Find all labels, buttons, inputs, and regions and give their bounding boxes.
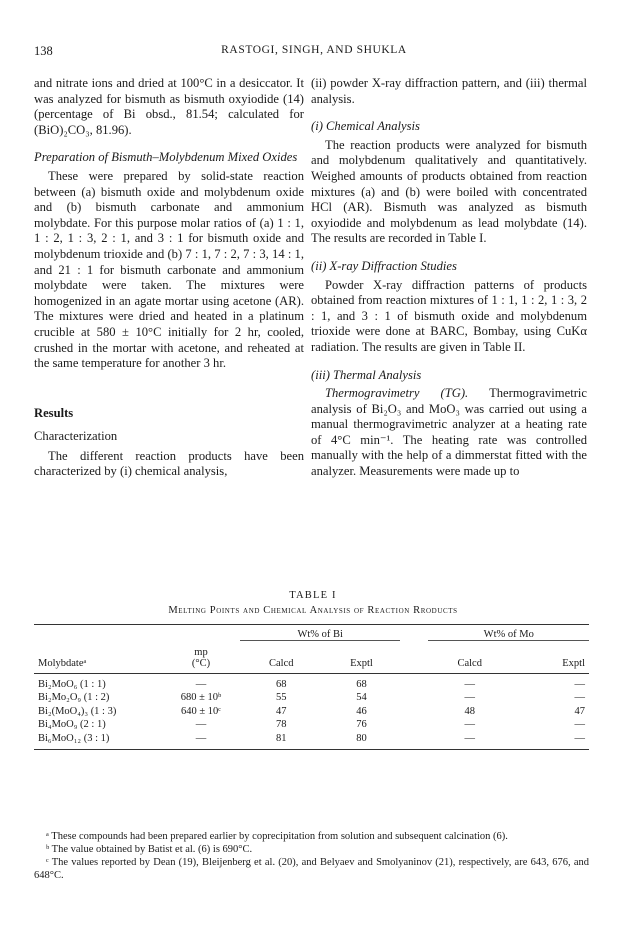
group-header-mo: Wt% of Mo: [428, 625, 589, 641]
cell-bi-exptl: 68: [356, 678, 367, 690]
footnote-a: ᵃ These compounds had been prepared earlier by coprecipitation from solution and subsequent calcination (6).: [46, 831, 508, 842]
cell-bi-exptl: 76: [356, 719, 367, 730]
col-header-exptl-bi: Exptl: [350, 657, 373, 669]
cell-bi-exptl: 46: [356, 705, 367, 717]
cell-mo-exptl: —: [574, 678, 585, 690]
tg-lead: Thermogravimetry (TG).: [325, 386, 469, 401]
cell-bi-calcd: 78: [275, 719, 287, 730]
paragraph-left-3: The different reaction products have been characterized by (i) chemical analysis,: [34, 448, 304, 479]
tg-text: Thermogravimetric analysis of Bi₂O₃ and MoO₃ was carried out using a manual thermogravimetric analyzer at a heating rate of 4°C min⁻¹. The heating rate was controlled manually with the help of a dimmerstat fitted with the analyzer. Measurements were made up to: [311, 386, 587, 479]
paragraph-right-1: (ii) powder X-ray diffraction pattern, and (iii) thermal analysis.: [311, 76, 587, 106]
cell-molybdate: Bi₂MoO₆ (1 : 1): [38, 678, 106, 690]
cell-mo-exptl: —: [574, 692, 585, 703]
cell-mo-calcd: —: [464, 719, 475, 730]
cell-mp: —: [195, 719, 207, 730]
table-header-row-2: [34, 641, 589, 658]
table-title: Melting Points and Chemical Analysis of Reaction Rroducts: [168, 605, 458, 616]
cell-bi-calcd: 68: [275, 678, 287, 690]
running-title: RASTOGI, SINGH, AND SHUKLA: [221, 44, 407, 56]
subheading-chemical-analysis: (i) Chemical Analysis: [311, 119, 420, 134]
spacer: [34, 372, 304, 398]
col-header-molybdate: Molybdateᵃ: [38, 657, 87, 669]
table-footnotes: [34, 830, 589, 882]
cell-mo-calcd: 48: [464, 705, 475, 717]
cell-bi-exptl: 54: [356, 692, 367, 703]
cell-mo-calcd: —: [464, 732, 475, 744]
col-header-exptl-mo: Exptl: [562, 657, 585, 669]
page-number: 138: [34, 44, 53, 58]
cell-mo-exptl: —: [574, 719, 585, 730]
paragraph-right-3: Powder X-ray diffraction patterns of products obtained from reaction mixtures of 1 : 1, 1 : 2, 1 : 3, 2 : 1, and 3 : 1 of bismuth oxide and molybdenum trioxide were done at BARC, Bombay, using CuKα radiation. The results are given in Table II.: [311, 277, 587, 354]
table-row: [34, 673, 589, 691]
data-table: [34, 624, 589, 750]
subheading-thermal: (iii) Thermal Analysis: [311, 367, 422, 382]
cell-mp: 640 ± 10ᶜ: [181, 705, 221, 717]
group-header-bi: Wt% of Bi: [240, 625, 400, 641]
table-header-row-3: [34, 658, 589, 674]
table-row: [34, 732, 589, 750]
cell-mo-exptl: 47: [574, 705, 585, 717]
cell-mp: 680 ± 10ᵇ: [180, 692, 222, 703]
cell-bi-exptl: 80: [356, 732, 367, 744]
cell-molybdate: Bi₂Mo₂O₉ (1 : 2): [38, 692, 110, 703]
cell-mo-exptl: —: [574, 732, 585, 744]
footnote-c: ᶜ The values reported by Dean (19), Bleijenberg et al. (20), and Belyaev and Smolyaninov (21), respectively, are 643, 676, and 648°C.: [34, 857, 589, 881]
left-column: [34, 76, 304, 480]
cell-molybdate: Bi₄MoO₉ (2 : 1): [38, 719, 106, 730]
table-row: [34, 718, 589, 732]
footnote-b: ᵇ The value obtained by Batist et al. (6) is 690°C.: [46, 844, 253, 855]
cell-mo-calcd: —: [464, 678, 475, 690]
paragraph-right-4: [311, 386, 587, 480]
cell-bi-calcd: 81: [275, 732, 287, 744]
cell-molybdate: Bi₆MoO₁₂ (3 : 1): [38, 732, 110, 744]
cell-bi-calcd: 47: [275, 705, 287, 717]
running-header: [34, 44, 594, 60]
table-row: [34, 691, 589, 705]
results-heading: Results: [34, 405, 74, 420]
cell-mo-calcd: —: [464, 692, 475, 703]
cell-bi-calcd: 55: [275, 692, 287, 703]
paragraph-left-2: These were prepared by solid-state reaction between (a) bismuth oxide and molybdenum oxide and (b) bismuth carbonate and ammonium molybdate. For this purpose molar ratios of (a) 1 : 1, 1 : 2, 1 : 3, 2 : 1, and 3 : 1 for bismuth oxide and molybdenum trioxide and (b) 7 : 1, 7 : 2, 7 : 3, 14 : 1, and 21 : 1 for bismuth carbonate and ammonium molybdate were taken. The mixtures were homogenized in an agate mortar using acetone (AR). The mixtures were dried and heated in a platinum crucible at 580 ± 10°C initially for 2 hr, cooled, crushed in the mortar with acetone, and reheated at the same temperature for another 3 hr.: [34, 168, 304, 371]
table-1: [34, 590, 592, 750]
col-header-mp-2: (°C): [191, 657, 211, 669]
col-header-mp-1: mp: [194, 646, 208, 658]
paragraph-right-2: The reaction products were analyzed for bismuth and molybdenum qualitatively and quantitatively. Weighed amounts of products obtained from reaction mixtures (a) and (b) were boiled with concentrated HCl (AR). Bismuth was analyzed as bismuth oxyiodide and molybdenum as lead molybdate (14). The results are recorded in Table I.: [311, 137, 587, 246]
col-header-calcd-mo: Calcd: [457, 657, 482, 669]
cell-mp: —: [195, 678, 207, 690]
characterization-heading: Characterization: [34, 429, 118, 444]
subheading-preparation: Preparation of Bismuth–Molybdenum Mixed Oxides: [34, 150, 298, 165]
col-header-calcd-bi: Calcd: [268, 657, 294, 669]
cell-molybdate: Bi₂(MoO₄)₃ (1 : 3): [38, 705, 117, 717]
cell-mp: —: [195, 732, 207, 744]
table-header-row-1: [34, 625, 589, 641]
table-body: [34, 673, 589, 750]
table-label: TABLE I: [289, 590, 337, 601]
right-column: [311, 76, 587, 480]
table-row: [34, 705, 589, 719]
subheading-xray: (ii) X-ray Diffraction Studies: [311, 258, 457, 273]
paragraph-left-1: and nitrate ions and dried at 100°C in a desiccator. It was analyzed for bismuth as bismuth oxyiodide (14) (percentage of Bi obsd., 81.54; calculated for (BiO)₂CO₃, 81.96).: [34, 76, 304, 137]
